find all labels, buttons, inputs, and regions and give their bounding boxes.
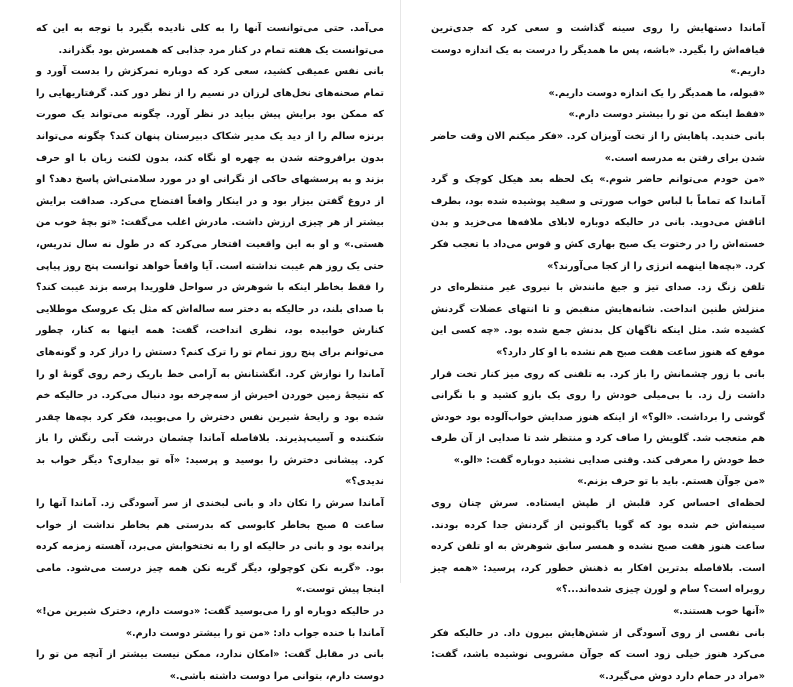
right-paragraph-4: بانی خندید. پاهایش را از تخت آویزان کرد. «فکر میکنم الان وقت حاضر شدن برای رفتن به مدرسه است.»: [431, 130, 765, 164]
right-paragraph-10: «آنها خوب هستند.»: [673, 606, 765, 618]
right-page: [431, 18, 765, 682]
right-paragraph-1: آماندا دستهایش را روی سینه گذاشت و سعی کرد که جدی‌ترین قیافه‌اش را بگیرد. «باشه، پس ما همدیگر را درست به یک اندازه دوست داریم.»: [431, 23, 765, 78]
right-paragraph-6: تلفن زنگ زد. صدای تیز و جیغ مانندش با نیروی غیر منتظره‌ای در منزلش طنین انداخت. شانه‌هایش منقبض و تا انتهای عضلات گردنش کشیده شد. مثل اینکه ناگهان کل بدنش جمع شده بود. «چه کسی این موقع که هنوز ساعت هفت صبح هم نشده با او کار دارد؟»: [431, 282, 765, 358]
right-paragraph-11: بانی نفسی از روی آسودگی از شش‌هایش بیرون داد. در حالیکه فکر می‌کرد هنوز خیلی زود است که جوآن مشروبی نوشیده باشد، گفت: «مراد در حمام دارد دوش می‌گیرد.»: [431, 627, 765, 682]
right-paragraph-2: «قبوله، ما همدیگر را یک اندازه دوست داریم.»: [548, 87, 765, 99]
right-paragraph-5: «من خودم می‌توانم حاضر شوم.» یک لحظه بعد هیکل کوچک و گرد آماندا که تماماً با لباس خواب صورتی و سفید پوشیده شده بود، بطرف اتاقش می‌دوید. بانی در حالیکه دوباره لابلای ملافه‌ها می‌خزید و بدن خسته‌اش را در رختوت یک صبح بهاری کش و قوس می‌داد با تعجب فکر کرد. «بچه‌ها اینهمه انرژی را از کجا می‌آورند؟»: [431, 174, 765, 272]
right-paragraph-8: «من جوآن هستم. باید با تو حرف بزنم.»: [577, 476, 765, 488]
left-paragraph-5: بانی در مقابل گفت: «امکان ندارد، ممکن نیست بیشتر از آنچه من تو را دوست دارم، بتوانی مرا دوست داشته باشی.»: [36, 649, 384, 682]
left-paragraph-2: بانی نفس عمیقی کشید، سعی کرد که دوباره تمرکزش را بدست آورد و تمام صحنه‌های نخل‌های لرزان در نسیم را از نظر دور کند. گرفتاریهایی را که ممکن بود برایش پیش بیاید در نظر آورد. چگونه می‌تواند یک صورت برنزه سالم را از دید یک مدیر شکاک دبیرستان پنهان کند؟ چگونه می‌تواند بدون برافروخته شدن به چهره او نگاه کند، بدون لکنت زبان با او حرف بزند و به پرسشهای حاکی از نگرانی او در مورد سلامتی‌اش پاسخ دهد؟ او از دروغ گفتن بیزار بود و در اینکار واقعاً افتضاح می‌کرد. صداقت برایش بیشتر از هر چیزی ارزش داشت. مادرش اغلب می‌گفت: «تو بچهٔ خوب من هستی.» و او به این واقعیت افتخار می‌کرد که در طول نه سال تدریس، حتی یک روز هم غیبت نداشته است. آیا واقعاً خواهد توانست پنج روز پیاپی را فقط بخاطر اینکه با شوهرش در سواحل فلوریدا پرسه بزند غیبت کند؟ با صدای بلند، در حالیکه به دختر سه ساله‌اش که مثل یک عروسک موطلایی کنارش خوابیده بود، نظری انداخت، گفت: همه اینها به کنار، چطور می‌توانم برای پنج روز تمام تو را ترک کنم؟ دستش را دراز کرد و گونه‌های آماندا را نوازش کرد. انگشتانش به آرامی خط باریک زخم روی گونهٔ او را که نتیجهٔ زمین خوردن اخیرش از سه‌چرخه بود دنبال می‌کرد. در حالیکه خم شده بود و رایحهٔ شیرین نفس دخترش را می‌بویید، فکر کرد بچه‌ها چقدر شکننده و آسیب‌پذیرند. بلافاصله آماندا چشمان درشت آبی رنگش را باز کرد. پیشانی دخترش را بوسید و پرسید: «آه تو بیداری؟ دیگر خواب بد ندیدی؟»: [36, 66, 384, 488]
left-paragraph-3: آماندا سرش را تکان داد و بانی لبخندی از سر آسودگی زد. آماندا آنها را ساعت ۵ صبح بخاطر کابوسی که بدرستی هم بخاطر نداشت از خواب پرانده بود و بانی در حالیکه او را به تختخوابش می‌برد، آهسته زمزمه کرده بود. «گربه نکن کوچولو، دیگر گریه نکن همه چیز درست می‌شود. مامی اینجا پیش توست.»: [36, 498, 384, 596]
left-paragraph-4: در حالیکه دوباره او را می‌بوسید گفت: «دوست دارم، دخترک شیرین من!» آماندا با خنده جواب داد: «من تو را بیشتر دوست دارم.»: [36, 606, 384, 639]
left-paragraph-1: می‌آمد. حتی می‌توانست آنها را به کلی نادیده بگیرد با توجه به این که می‌توانست یک هفته تمام در کنار مرد جذابی که همسرش بود بگذراند.: [36, 23, 384, 56]
right-paragraph-9: لحظه‌ای احساس کرد قلبش از طپش ایستاده. سرش چنان روی سینه‌اش خم شده بود که گویا یاگیوتین از گردنش جدا کرده بودند. ساعت هنوز هفت صبح نشده و همسر سابق شوهرش به او تلفن کرده است. بلافاصله بدترین افکار به ذهنش خطور کرد، پرسید: «همه چیز روبراه است؟ سام و لورن چیزی شده‌اند...؟»: [431, 498, 765, 596]
right-paragraph-3: «فقط اینکه من تو را بیشتر دوست دارم.»: [568, 109, 765, 121]
right-paragraph-7: بانی با زور چشمانش را باز کرد. به تلفنی که روی میز کنار تخت قرار داشت زل زد. با بی‌میلی خودش را روی یک بازو کشید و با نگرانی گوشی را برداشت. «الو؟» از اینکه هنوز صدایش خواب‌آلوده بود خودش هم متعجب شد. گلویش را صاف کرد و منتظر شد تا صدایی از آن طرف خط خودش را معرفی کند. وقتی صدایی نشنید دوباره گفت: «الو.»: [431, 368, 765, 466]
left-page: [36, 18, 384, 682]
page-gutter: [400, 0, 401, 583]
